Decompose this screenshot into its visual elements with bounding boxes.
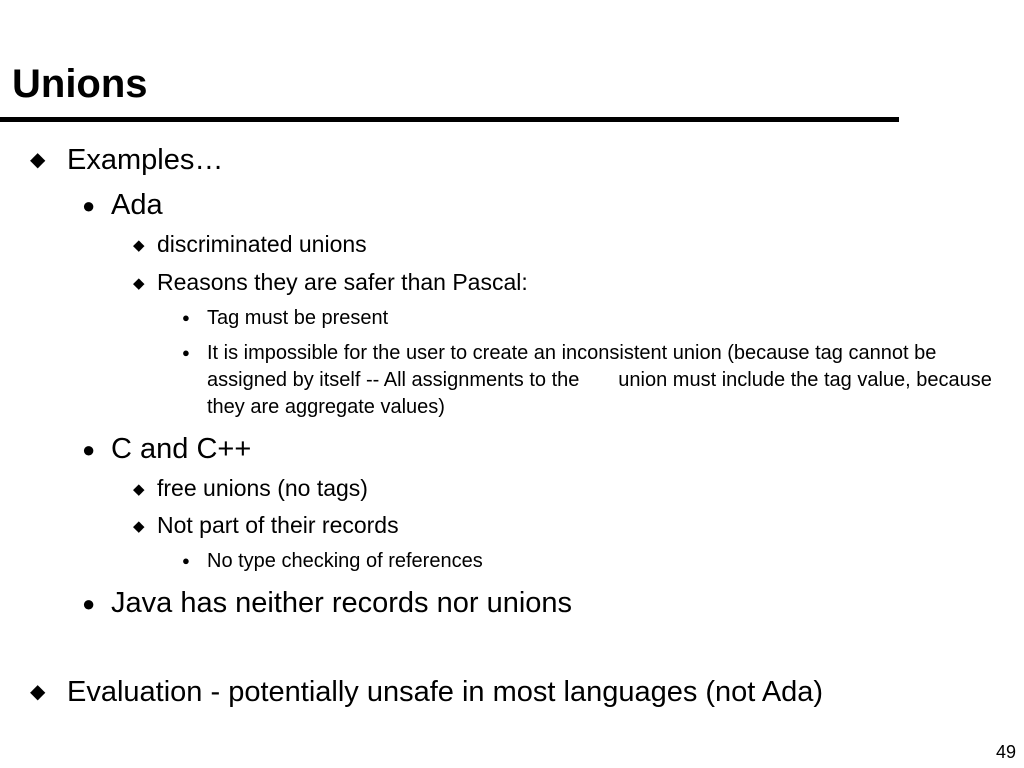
dot-bullet-icon: ● xyxy=(182,553,190,568)
bullet-text: Examples… xyxy=(67,144,224,176)
dot-bullet-icon: ● xyxy=(182,345,190,360)
dot-bullet-icon: ● xyxy=(182,310,190,325)
bullet-c-cpp xyxy=(82,432,251,468)
bullet-text: Java has neither records nor unions xyxy=(111,587,573,619)
bullet-ada xyxy=(82,188,163,224)
bullet-tag-present xyxy=(182,305,992,333)
bullet-text: Tag must be present xyxy=(207,307,389,329)
diamond-bullet-icon: ◆ xyxy=(30,149,46,171)
bullet-text: discriminated unions xyxy=(157,231,367,257)
bullet-text: Ada xyxy=(111,189,163,221)
bullet-examples xyxy=(30,143,223,180)
bullet-text: Evaluation - potentially unsafe in most languages (not Ada) xyxy=(67,676,824,708)
diamond-bullet-icon: ◆ xyxy=(133,237,145,254)
dot-bullet-icon: ● xyxy=(82,193,96,218)
bullet-impossible xyxy=(182,340,998,421)
bullet-text: C and C++ xyxy=(111,433,252,465)
bullet-text: It is impossible for the user to create an inconsistent union (because tag cannot be assigned by itself -- All assignments to the union must include the tag value, because they are aggregate values) xyxy=(207,342,998,418)
dot-bullet-icon: ● xyxy=(82,437,96,462)
dot-bullet-icon: ● xyxy=(82,591,96,616)
slide-title: Unions xyxy=(12,62,148,106)
diamond-bullet-icon: ◆ xyxy=(30,681,46,703)
page-number: 49 xyxy=(995,742,1016,762)
bullet-free-unions xyxy=(133,475,368,505)
bullet-evaluation xyxy=(30,675,823,712)
diamond-bullet-icon: ◆ xyxy=(133,481,145,498)
bullet-not-part xyxy=(133,512,399,542)
bullet-text: Reasons they are safer than Pascal: xyxy=(157,269,528,295)
diamond-bullet-icon: ◆ xyxy=(133,518,145,535)
diamond-bullet-icon: ◆ xyxy=(133,275,145,292)
bullet-discriminated-unions xyxy=(133,231,367,261)
bullet-text: Not part of their records xyxy=(157,512,399,538)
bullet-reasons xyxy=(133,269,528,299)
bullet-no-type-checking xyxy=(182,548,992,576)
bullet-text: free unions (no tags) xyxy=(157,475,368,501)
bullet-java xyxy=(82,586,572,622)
title-underline xyxy=(0,117,899,122)
bullet-text: No type checking of references xyxy=(207,550,483,572)
